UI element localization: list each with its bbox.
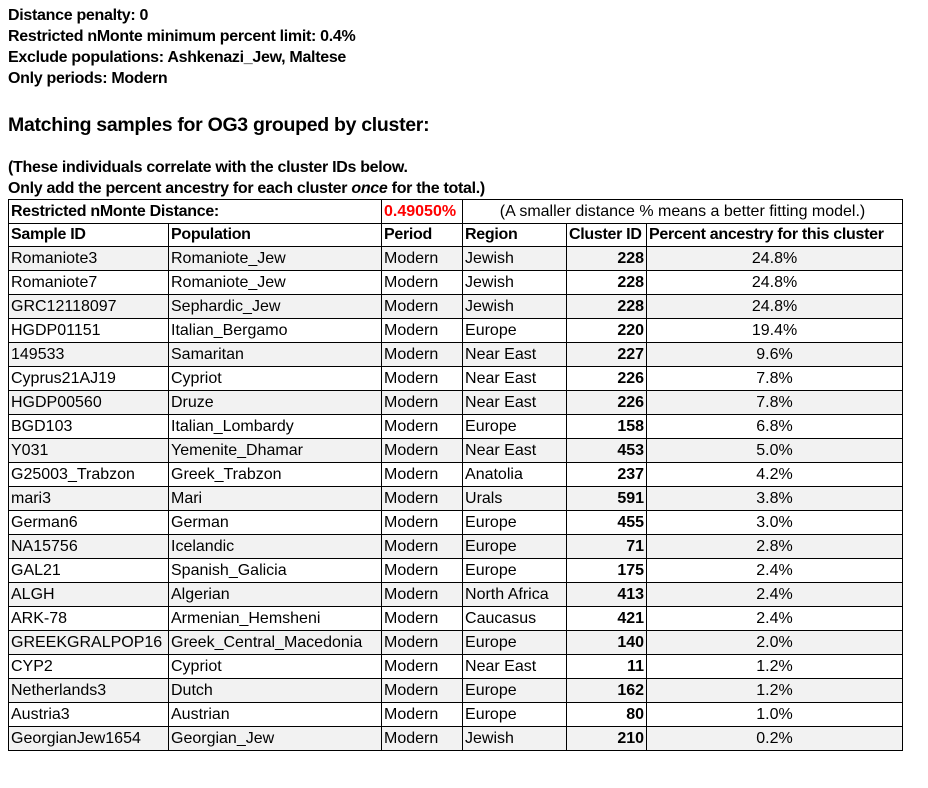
cell-population: Mari (169, 487, 382, 511)
cell-percent: 3.0% (647, 511, 903, 535)
cell-region: Europe (463, 535, 567, 559)
cell-cluster-id: 210 (567, 727, 647, 751)
cell-period: Modern (382, 487, 463, 511)
cell-period: Modern (382, 679, 463, 703)
note-line-2-post: for the total.) (387, 180, 485, 197)
cell-region: Near East (463, 367, 567, 391)
table-row (9, 439, 903, 463)
cell-region: Near East (463, 343, 567, 367)
cell-period: Modern (382, 583, 463, 607)
cell-population: Samaritan (169, 343, 382, 367)
cell-sample-id: HGDP00560 (9, 391, 169, 415)
cell-population: Greek_Central_Macedonia (169, 631, 382, 655)
cell-percent: 2.0% (647, 631, 903, 655)
cell-population: Armenian_Hemsheni (169, 607, 382, 631)
cell-population: Romaniote_Jew (169, 271, 382, 295)
cell-period: Modern (382, 511, 463, 535)
cell-cluster-id: 226 (567, 367, 647, 391)
table-row (9, 559, 903, 583)
cell-region: Urals (463, 487, 567, 511)
table-row (9, 415, 903, 439)
cell-percent: 2.4% (647, 583, 903, 607)
cell-population: Dutch (169, 679, 382, 703)
cell-cluster-id: 413 (567, 583, 647, 607)
cell-cluster-id: 237 (567, 463, 647, 487)
cell-percent: 24.8% (647, 295, 903, 319)
cell-cluster-id: 71 (567, 535, 647, 559)
cell-period: Modern (382, 607, 463, 631)
cell-period: Modern (382, 271, 463, 295)
cell-region: Europe (463, 559, 567, 583)
table-row (9, 367, 903, 391)
cell-period: Modern (382, 631, 463, 655)
cell-population: Italian_Lombardy (169, 415, 382, 439)
cell-period: Modern (382, 703, 463, 727)
cell-sample-id: 149533 (9, 343, 169, 367)
cell-region: Near East (463, 439, 567, 463)
cell-population: Yemenite_Dhamar (169, 439, 382, 463)
column-header-cluster-id: Cluster ID (567, 224, 647, 247)
cell-period: Modern (382, 559, 463, 583)
cell-percent: 1.2% (647, 679, 903, 703)
cell-sample-id: Netherlands3 (9, 679, 169, 703)
cell-cluster-id: 80 (567, 703, 647, 727)
exclude-populations-text: Exclude populations: Ashkenazi_Jew, Maltese (8, 49, 347, 66)
table-row (9, 247, 903, 271)
cell-cluster-id: 175 (567, 559, 647, 583)
cell-population: Sephardic_Jew (169, 295, 382, 319)
table-row (9, 607, 903, 631)
cell-cluster-id: 162 (567, 679, 647, 703)
table-row (9, 271, 903, 295)
cell-sample-id: Romaniote7 (9, 271, 169, 295)
cell-sample-id: German6 (9, 511, 169, 535)
results-table (8, 199, 903, 751)
cell-region: Europe (463, 703, 567, 727)
table-row (9, 535, 903, 559)
column-header-region: Region (463, 224, 567, 247)
cell-period: Modern (382, 727, 463, 751)
cell-region: North Africa (463, 583, 567, 607)
table-row (9, 727, 903, 751)
cell-period: Modern (382, 247, 463, 271)
cell-population: Romaniote_Jew (169, 247, 382, 271)
column-header-period: Period (382, 224, 463, 247)
cell-percent: 24.8% (647, 271, 903, 295)
distance-label: Restricted nMonte Distance: (9, 200, 382, 224)
column-header-population: Population (169, 224, 382, 247)
cell-region: Anatolia (463, 463, 567, 487)
table-row (9, 319, 903, 343)
cell-period: Modern (382, 391, 463, 415)
cell-cluster-id: 421 (567, 607, 647, 631)
page-heading: Matching samples for OG3 grouped by cluster: (8, 114, 430, 136)
cell-region: Europe (463, 415, 567, 439)
cell-sample-id: Cyprus21AJ19 (9, 367, 169, 391)
cell-sample-id: Austria3 (9, 703, 169, 727)
cell-percent: 6.8% (647, 415, 903, 439)
cell-cluster-id: 11 (567, 655, 647, 679)
cell-percent: 0.2% (647, 727, 903, 751)
cell-region: Near East (463, 655, 567, 679)
cell-cluster-id: 158 (567, 415, 647, 439)
cell-period: Modern (382, 439, 463, 463)
note-line-2-emphasis: once (351, 180, 388, 197)
cell-percent: 19.4% (647, 319, 903, 343)
cell-period: Modern (382, 535, 463, 559)
distance-note: (A smaller distance % means a better fitting model.) (463, 200, 903, 224)
cell-period: Modern (382, 319, 463, 343)
cell-percent: 4.2% (647, 463, 903, 487)
cell-period: Modern (382, 295, 463, 319)
cell-population: Algerian (169, 583, 382, 607)
cell-region: Europe (463, 319, 567, 343)
cell-region: Europe (463, 631, 567, 655)
cell-period: Modern (382, 415, 463, 439)
column-header-percent: Percent ancestry for this cluster (647, 224, 903, 247)
cell-population: Spanish_Galicia (169, 559, 382, 583)
cell-sample-id: Romaniote3 (9, 247, 169, 271)
cell-region: Jewish (463, 247, 567, 271)
table-row (9, 463, 903, 487)
table-row (9, 295, 903, 319)
table-row (9, 487, 903, 511)
note-line-2-pre: Only add the percent ancestry for each cluster (8, 180, 352, 197)
cell-population: Austrian (169, 703, 382, 727)
note-line-2 (8, 178, 485, 199)
cell-population: German (169, 511, 382, 535)
table-row (9, 343, 903, 367)
cell-sample-id: ARK-78 (9, 607, 169, 631)
cell-cluster-id: 220 (567, 319, 647, 343)
cell-percent: 7.8% (647, 391, 903, 415)
cell-sample-id: HGDP01151 (9, 319, 169, 343)
cell-cluster-id: 140 (567, 631, 647, 655)
table-row (9, 583, 903, 607)
cell-region: Caucasus (463, 607, 567, 631)
cell-cluster-id: 226 (567, 391, 647, 415)
cell-population: Icelandic (169, 535, 382, 559)
cell-percent: 1.2% (647, 655, 903, 679)
cell-cluster-id: 453 (567, 439, 647, 463)
cell-period: Modern (382, 655, 463, 679)
cell-cluster-id: 227 (567, 343, 647, 367)
cell-percent: 2.8% (647, 535, 903, 559)
cell-sample-id: G25003_Trabzon (9, 463, 169, 487)
cell-sample-id: GRC12118097 (9, 295, 169, 319)
cell-region: Jewish (463, 727, 567, 751)
cell-sample-id: mari3 (9, 487, 169, 511)
header-row (9, 224, 903, 247)
cell-percent: 1.0% (647, 703, 903, 727)
cell-sample-id: GAL21 (9, 559, 169, 583)
cell-cluster-id: 455 (567, 511, 647, 535)
cell-population: Greek_Trabzon (169, 463, 382, 487)
cell-region: Jewish (463, 295, 567, 319)
cell-percent: 7.8% (647, 367, 903, 391)
table-body (9, 247, 903, 751)
cell-population: Italian_Bergamo (169, 319, 382, 343)
cell-sample-id: CYP2 (9, 655, 169, 679)
cell-population: Cypriot (169, 655, 382, 679)
cell-period: Modern (382, 343, 463, 367)
min-percent-text: Restricted nMonte minimum percent limit: 0.4% (8, 28, 356, 45)
cell-percent: 3.8% (647, 487, 903, 511)
distance-row (9, 200, 903, 224)
cell-period: Modern (382, 463, 463, 487)
cell-percent: 2.4% (647, 559, 903, 583)
table-row (9, 703, 903, 727)
table-row (9, 631, 903, 655)
distance-penalty-text: Distance penalty: 0 (8, 7, 149, 24)
cell-sample-id: NA15756 (9, 535, 169, 559)
cell-sample-id: ALGH (9, 583, 169, 607)
cell-period: Modern (382, 367, 463, 391)
cell-region: Europe (463, 511, 567, 535)
table-row (9, 655, 903, 679)
column-header-sample-id: Sample ID (9, 224, 169, 247)
instruction-note (8, 157, 485, 199)
cell-region: Near East (463, 391, 567, 415)
cell-cluster-id: 228 (567, 271, 647, 295)
table-row (9, 511, 903, 535)
table-row (9, 391, 903, 415)
table-row (9, 679, 903, 703)
note-line-1: (These individuals correlate with the cluster IDs below. (8, 159, 408, 176)
cell-cluster-id: 228 (567, 295, 647, 319)
cell-sample-id: Y031 (9, 439, 169, 463)
cell-population: Cypriot (169, 367, 382, 391)
cell-percent: 24.8% (647, 247, 903, 271)
cell-percent: 5.0% (647, 439, 903, 463)
cell-sample-id: GREEKGRALPOP16 (9, 631, 169, 655)
cell-sample-id: GeorgianJew1654 (9, 727, 169, 751)
parameters-block (8, 5, 355, 89)
cell-percent: 2.4% (647, 607, 903, 631)
cell-population: Georgian_Jew (169, 727, 382, 751)
cell-population: Druze (169, 391, 382, 415)
cell-percent: 9.6% (647, 343, 903, 367)
only-periods-text: Only periods: Modern (8, 70, 168, 87)
cell-cluster-id: 591 (567, 487, 647, 511)
cell-cluster-id: 228 (567, 247, 647, 271)
cell-region: Jewish (463, 271, 567, 295)
distance-value: 0.49050% (382, 200, 463, 224)
cell-region: Europe (463, 679, 567, 703)
cell-sample-id: BGD103 (9, 415, 169, 439)
